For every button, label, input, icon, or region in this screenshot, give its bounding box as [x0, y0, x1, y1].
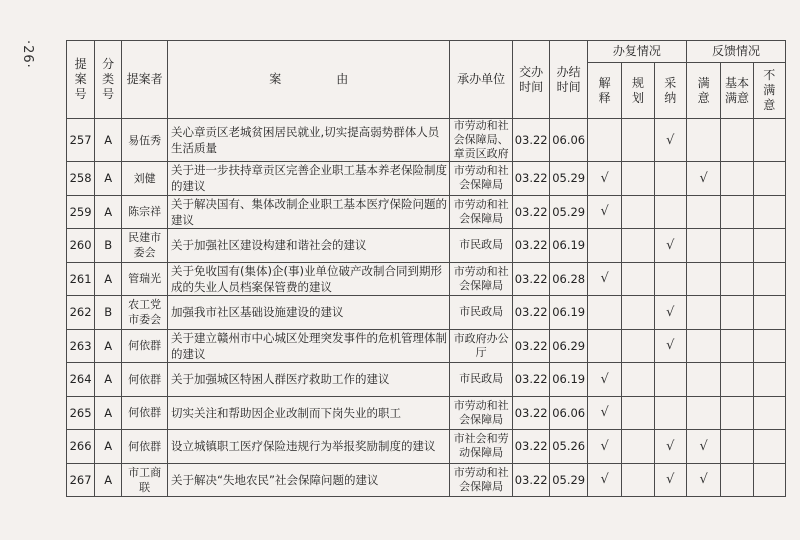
cell-feedback-basic: [721, 119, 753, 162]
cell-no: 263: [67, 329, 95, 363]
header-feedback-unsatisfied: 不满意: [753, 63, 785, 119]
cell-proposer: [122, 296, 168, 330]
cell-unit: 市民政局: [450, 296, 513, 330]
proposer-text: 何依群: [128, 406, 162, 420]
header-case: 案由: [168, 41, 450, 119]
cell-proposer: [122, 329, 168, 363]
cell-category: A: [95, 195, 122, 229]
cell-no: 259: [67, 195, 95, 229]
cell-feedback-basic: [721, 296, 753, 330]
check-mark-icon: √: [666, 237, 675, 253]
cell-reply-plan: [622, 329, 654, 363]
cell-feedback-unsatisfied: [753, 430, 785, 464]
cell-reply-explain: [587, 162, 621, 196]
cell-case: 关于加强城区特困人群医疗救助工作的建议: [168, 363, 450, 397]
cell-feedback-satisfied: [686, 162, 720, 196]
cell-no: 260: [67, 229, 95, 263]
cell-handover: 03.22: [512, 363, 550, 397]
cell-unit: 市社会和劳动保障局: [450, 430, 513, 464]
cell-complete: 06.06: [550, 119, 588, 162]
cell-reply-explain: [587, 430, 621, 464]
cell-handover: 03.22: [512, 119, 550, 162]
cell-reply-plan: [622, 396, 654, 430]
header-no: 提案号: [67, 41, 95, 119]
cell-proposer: [122, 463, 168, 497]
cell-unit: 市劳动和社会保障局: [450, 262, 513, 296]
cell-reply-plan: [622, 162, 654, 196]
cell-feedback-satisfied: [686, 195, 720, 229]
check-mark-icon: √: [666, 438, 675, 454]
header-feedback-group: 反馈情况: [686, 41, 785, 63]
header-reply-group: 办复情况: [587, 41, 686, 63]
cell-no: 264: [67, 363, 95, 397]
cell-no: 266: [67, 430, 95, 464]
cell-feedback-satisfied: [686, 262, 720, 296]
cell-complete: 06.19: [550, 363, 588, 397]
proposer-text: 管瑞光: [128, 272, 162, 286]
cell-no: 262: [67, 296, 95, 330]
cell-reply-adopt: [654, 195, 686, 229]
check-mark-icon: √: [600, 204, 609, 220]
cell-category: A: [95, 329, 122, 363]
cell-feedback-unsatisfied: [753, 119, 785, 162]
table-row: [67, 162, 786, 196]
check-mark-icon: √: [600, 438, 609, 454]
cell-complete: 06.06: [550, 396, 588, 430]
cell-complete: 05.29: [550, 162, 588, 196]
cell-unit: 市劳动和社会保障局: [450, 162, 513, 196]
cell-reply-explain: [587, 296, 621, 330]
cell-category: A: [95, 262, 122, 296]
proposer-text: 民建市委会: [128, 231, 162, 260]
check-mark-icon: √: [666, 304, 675, 320]
cell-no: 267: [67, 463, 95, 497]
cell-feedback-unsatisfied: [753, 363, 785, 397]
proposer-text: 陈宗祥: [128, 205, 162, 219]
header-reply-plan: 规划: [622, 63, 654, 119]
cell-reply-adopt: [654, 162, 686, 196]
proposer-text: 何依群: [128, 339, 162, 353]
cell-feedback-basic: [721, 262, 753, 296]
header-unit: 承办单位: [450, 41, 513, 119]
cell-case: 加强我市社区基础设施建设的建议: [168, 296, 450, 330]
cell-reply-explain: [587, 195, 621, 229]
cell-handover: 03.22: [512, 162, 550, 196]
table-row: [67, 296, 786, 330]
check-mark-icon: √: [600, 371, 609, 387]
cell-feedback-unsatisfied: [753, 195, 785, 229]
page-number: ·26·: [20, 40, 35, 69]
header-handover: 交办时间: [512, 41, 550, 119]
cell-category: B: [95, 296, 122, 330]
cell-feedback-satisfied: [686, 363, 720, 397]
cell-case: 关于解决国有、集体改制企业职工基本医疗保险问题的建议: [168, 195, 450, 229]
proposer-text: 农工党市委会: [128, 298, 162, 327]
cell-feedback-basic: [721, 162, 753, 196]
check-mark-icon: √: [600, 405, 609, 421]
cell-proposer: [122, 162, 168, 196]
proposer-text: 刘健: [133, 171, 156, 185]
cell-no: 258: [67, 162, 95, 196]
cell-reply-adopt: [654, 262, 686, 296]
cell-case: 关于加强社区建设构建和谐社会的建议: [168, 229, 450, 263]
cell-proposer: [122, 262, 168, 296]
cell-category: B: [95, 229, 122, 263]
table-row: [67, 430, 786, 464]
cell-proposer: [122, 195, 168, 229]
cell-reply-plan: [622, 463, 654, 497]
cell-reply-explain: [587, 329, 621, 363]
cell-unit: 市劳动和社会保障局、章贡区政府: [450, 119, 513, 162]
check-mark-icon: √: [600, 271, 609, 287]
proposal-table: [66, 40, 786, 497]
cell-feedback-unsatisfied: [753, 229, 785, 263]
cell-feedback-basic: [721, 195, 753, 229]
cell-unit: 市劳动和社会保障局: [450, 195, 513, 229]
cell-unit: 市劳动和社会保障局: [450, 396, 513, 430]
cell-case: 关于免收国有(集体)企(事)业单位破产改制合同到期形成的失业人员档案保管费的建议: [168, 262, 450, 296]
cell-unit: 市民政局: [450, 363, 513, 397]
cell-reply-adopt: [654, 119, 686, 162]
cell-reply-adopt: [654, 229, 686, 263]
header-category: 分类号: [95, 41, 122, 119]
cell-feedback-unsatisfied: [753, 329, 785, 363]
proposer-text: 市工商联: [128, 465, 162, 494]
cell-reply-plan: [622, 430, 654, 464]
check-mark-icon: √: [699, 438, 708, 454]
cell-feedback-satisfied: [686, 463, 720, 497]
cell-feedback-unsatisfied: [753, 262, 785, 296]
table-row: [67, 119, 786, 162]
cell-reply-explain: [587, 363, 621, 397]
cell-reply-plan: [622, 229, 654, 263]
cell-reply-adopt: [654, 430, 686, 464]
cell-feedback-basic: [721, 430, 753, 464]
cell-handover: 03.22: [512, 463, 550, 497]
cell-reply-plan: [622, 363, 654, 397]
check-mark-icon: √: [600, 472, 609, 488]
table-row: [67, 396, 786, 430]
cell-proposer: [122, 229, 168, 263]
cell-handover: 03.22: [512, 229, 550, 263]
cell-reply-explain: [587, 262, 621, 296]
cell-category: A: [95, 162, 122, 196]
cell-unit: 市民政局: [450, 229, 513, 263]
cell-reply-explain: [587, 463, 621, 497]
table-row: [67, 262, 786, 296]
cell-reply-explain: [587, 119, 621, 162]
cell-feedback-satisfied: [686, 296, 720, 330]
cell-reply-adopt: [654, 296, 686, 330]
cell-proposer: [122, 363, 168, 397]
table-row: [67, 363, 786, 397]
cell-category: A: [95, 396, 122, 430]
proposer-text: 何依群: [128, 439, 162, 453]
cell-reply-adopt: [654, 363, 686, 397]
cell-proposer: [122, 119, 168, 162]
cell-feedback-basic: [721, 229, 753, 263]
cell-complete: 06.19: [550, 296, 588, 330]
table-row: [67, 195, 786, 229]
header-feedback-basic: 基本满意: [721, 63, 753, 119]
header-feedback-satisfied: 满意: [686, 63, 720, 119]
table-row: [67, 329, 786, 363]
check-mark-icon: √: [699, 472, 708, 488]
cell-feedback-satisfied: [686, 430, 720, 464]
cell-handover: 03.22: [512, 430, 550, 464]
check-mark-icon: √: [600, 170, 609, 186]
cell-reply-explain: [587, 396, 621, 430]
check-mark-icon: √: [666, 132, 675, 148]
check-mark-icon: √: [666, 472, 675, 488]
header-proposer: 提案者: [122, 41, 168, 119]
cell-category: A: [95, 430, 122, 464]
cell-feedback-unsatisfied: [753, 463, 785, 497]
cell-proposer: [122, 396, 168, 430]
cell-feedback-unsatisfied: [753, 296, 785, 330]
proposer-text: 何依群: [128, 372, 162, 386]
cell-feedback-basic: [721, 329, 753, 363]
cell-no: 265: [67, 396, 95, 430]
cell-feedback-satisfied: [686, 119, 720, 162]
cell-unit: 市政府办公厅: [450, 329, 513, 363]
cell-no: 261: [67, 262, 95, 296]
header-reply-adopt: 采纳: [654, 63, 686, 119]
cell-reply-plan: [622, 119, 654, 162]
cell-case: 关心章贡区老城贫困居民就业,切实提高弱势群体人员生活质量: [168, 119, 450, 162]
cell-category: A: [95, 119, 122, 162]
cell-complete: 06.19: [550, 229, 588, 263]
cell-feedback-basic: [721, 463, 753, 497]
cell-reply-adopt: [654, 396, 686, 430]
cell-category: A: [95, 363, 122, 397]
cell-complete: 06.29: [550, 329, 588, 363]
cell-feedback-unsatisfied: [753, 396, 785, 430]
header-complete: 办结时间: [550, 41, 588, 119]
cell-complete: 06.28: [550, 262, 588, 296]
cell-no: 257: [67, 119, 95, 162]
table-row: [67, 229, 786, 263]
cell-handover: 03.22: [512, 396, 550, 430]
cell-case: 关于进一步扶持章贡区完善企业职工基本养老保险制度的建议: [168, 162, 450, 196]
cell-handover: 03.22: [512, 329, 550, 363]
cell-complete: 05.26: [550, 430, 588, 464]
check-mark-icon: √: [666, 338, 675, 354]
cell-reply-adopt: [654, 329, 686, 363]
cell-feedback-satisfied: [686, 329, 720, 363]
cell-reply-explain: [587, 229, 621, 263]
cell-case: 设立城镇职工医疗保险违规行为举报奖励制度的建议: [168, 430, 450, 464]
cell-feedback-basic: [721, 396, 753, 430]
cell-complete: 05.29: [550, 463, 588, 497]
cell-feedback-satisfied: [686, 396, 720, 430]
cell-category: A: [95, 463, 122, 497]
cell-reply-plan: [622, 296, 654, 330]
cell-feedback-basic: [721, 363, 753, 397]
cell-reply-adopt: [654, 463, 686, 497]
cell-feedback-satisfied: [686, 229, 720, 263]
cell-case: 关于建立赣州市中心城区处理突发事件的危机管理体制的建议: [168, 329, 450, 363]
check-mark-icon: √: [699, 170, 708, 186]
cell-case: 关于解决“失地农民”社会保障问题的建议: [168, 463, 450, 497]
header-reply-explain: 解释: [587, 63, 621, 119]
cell-reply-plan: [622, 262, 654, 296]
cell-handover: 03.22: [512, 195, 550, 229]
cell-handover: 03.22: [512, 262, 550, 296]
cell-complete: 05.29: [550, 195, 588, 229]
cell-reply-plan: [622, 195, 654, 229]
proposer-text: 易伍秀: [128, 133, 162, 147]
cell-proposer: [122, 430, 168, 464]
cell-feedback-unsatisfied: [753, 162, 785, 196]
table-row: [67, 463, 786, 497]
cell-unit: 市劳动和社会保障局: [450, 463, 513, 497]
cell-handover: 03.22: [512, 296, 550, 330]
cell-case: 切实关注和帮助因企业改制而下岗失业的职工: [168, 396, 450, 430]
